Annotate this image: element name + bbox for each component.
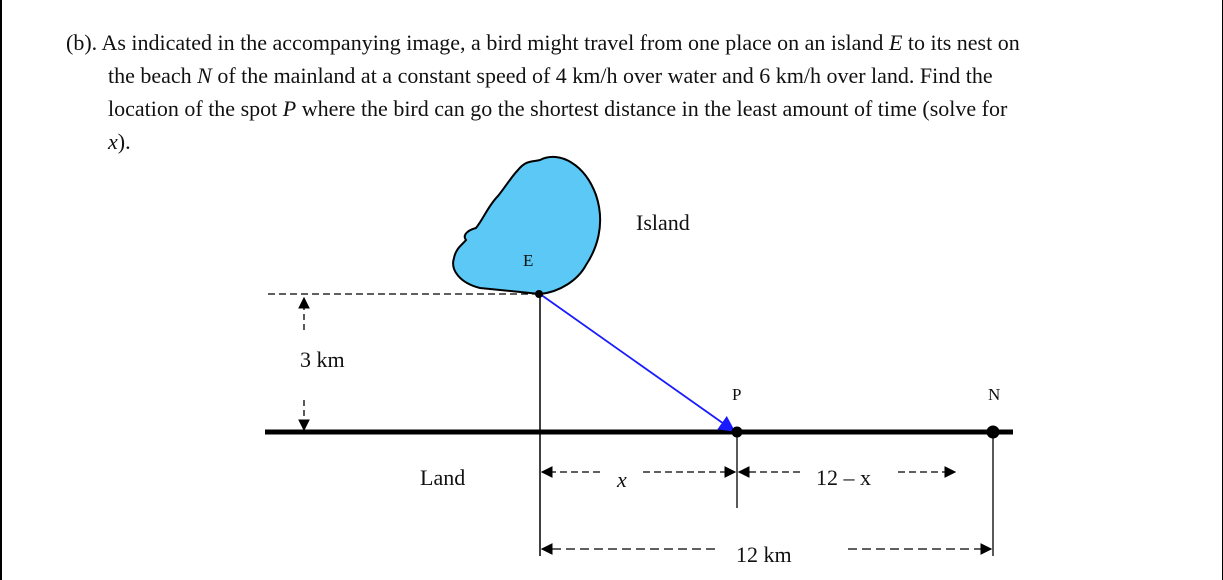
problem-line-2: the beach N of the mainland at a constant speed of 4 km/h over water and 6 km/h over land. Find the [108,63,993,88]
point-e-label: E [523,251,534,270]
segment-12-minus-x-label: 12 – x [816,465,871,490]
problem-line-1: (b). As indicated in the accompanying image, a bird might travel from one place on an island E to its nest on [66,30,1020,55]
total-distance-label: 12 km [736,542,792,567]
point-p-label: P [732,385,742,404]
problem-line-4: x). [108,129,131,154]
land-label: Land [420,465,466,490]
problem-line-3: location of the spot P where the bird can go the shortest distance in the least amount of time (solve for [108,96,1008,121]
point-e-dot [535,290,543,298]
island-label: Island [636,210,690,235]
problem-label: (b). [66,30,98,55]
island-shape [453,157,600,294]
flight-path [540,294,734,431]
segment-x-label: x [617,467,627,492]
height-label: 3 km [300,347,345,372]
point-n-label: N [988,385,1001,404]
